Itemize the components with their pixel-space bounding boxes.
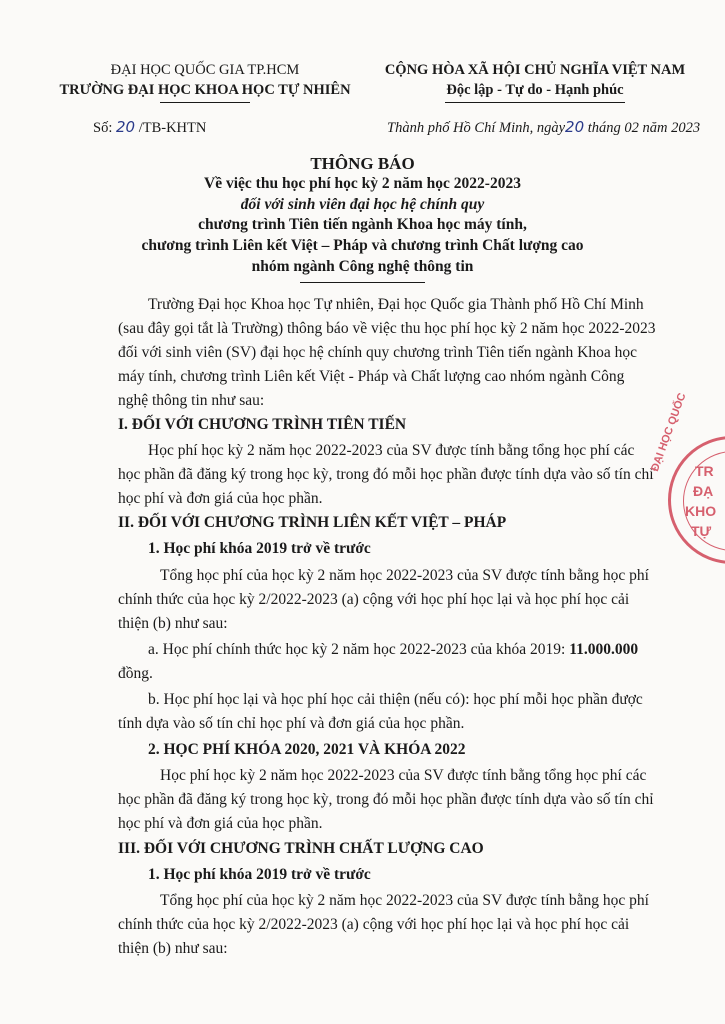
- intro-line1: Trường Đại học Khoa học Tự nhiên, Đại học Quốc gia Thành phố Hồ Chí Minh: [148, 296, 644, 313]
- section2-item-a: a. Học phí chính thức học kỳ 2 năm học 2022-2023 của khóa 2019: 11.000.000: [148, 641, 639, 658]
- doc-subject-line1: Về việc thu học phí học kỳ 2 năm học 2022-2023: [204, 175, 521, 192]
- section2-sub2-line3: học phí và đơn giá của học phần.: [118, 815, 323, 832]
- header-right-line2: Độc lập - Tự do - Hạnh phúc: [446, 82, 624, 98]
- header-left-line2: TRƯỜNG ĐẠI HỌC KHOA HỌC TỰ NHIÊN: [59, 82, 351, 98]
- section3-sub1: 1. Học phí khóa 2019 trở về trước: [148, 866, 371, 883]
- stamp-text-3: KHO: [685, 503, 717, 519]
- section3-line2: chính thức của học kỳ 2/2022-2023 (a) cộng với học phí học lại và học phí học cải: [118, 916, 630, 933]
- section2-item-a-tail: đồng.: [118, 665, 153, 682]
- official-stamp: [649, 391, 725, 564]
- section2-heading: II. ĐỐI VỚI CHƯƠNG TRÌNH LIÊN KẾT VIỆT – PHÁP: [118, 514, 507, 531]
- header-right-underline: [445, 102, 625, 103]
- doc-subject-line4: chương trình Liên kết Việt – Pháp và chương trình Chất lượng cao: [141, 237, 584, 254]
- doc-subject-line3: chương trình Tiên tiến ngành Khoa học máy tính,: [198, 216, 527, 233]
- section3-line1: Tổng học phí của học kỳ 2 năm học 2022-2023 của SV được tính bằng học phí: [160, 892, 649, 909]
- section3-heading: III. ĐỐI VỚI CHƯƠNG TRÌNH CHẤT LƯỢNG CAO: [118, 840, 484, 857]
- doc-date: Thành phố Hồ Chí Minh, ngày20 tháng 02 năm 2023: [387, 118, 701, 136]
- section2-sub1-line1: Tổng học phí của học kỳ 2 năm học 2022-2023 của SV được tính bằng học phí: [160, 567, 649, 584]
- section1-line2: học phần đã đăng ký trong học kỳ, trong đó mỗi học phần được tính dựa vào số tín chỉ: [118, 466, 654, 483]
- section1-line1: Học phí học kỳ 2 năm học 2022-2023 của SV được tính bằng tổng học phí các: [148, 442, 635, 459]
- doc-number: Số: 20 /TB-KHTN: [93, 118, 207, 136]
- title-underline: [300, 282, 425, 283]
- stamp-arc-text: ĐẠI HỌC QUỐC: [649, 391, 689, 474]
- intro-line5: nghệ thông tin như sau:: [118, 392, 265, 409]
- section1-line3: học phí và đơn giá của học phần.: [118, 490, 323, 507]
- doc-subject-line5: nhóm ngành Công nghệ thông tin: [251, 258, 474, 275]
- section2-sub1: 1. Học phí khóa 2019 trở về trước: [148, 540, 371, 557]
- intro-line4: máy tính, chương trình Liên kết Việt - Pháp và Chất lượng cao nhóm ngành Công: [118, 368, 625, 385]
- section2-sub2: 2. HỌC PHÍ KHÓA 2020, 2021 VÀ KHÓA 2022: [148, 741, 466, 758]
- header-left-underline: [160, 102, 250, 103]
- section3-line3: thiện (b) như sau:: [118, 940, 228, 957]
- stamp-text-4: TỰ: [691, 523, 712, 539]
- stamp-inner-ring: [683, 451, 725, 551]
- intro-line2: (sau đây gọi tắt là Trường) thông báo về việc thu học phí học kỳ 2 năm học 2022-2023: [118, 320, 656, 337]
- section2-sub2-line2: học phần đã đăng ký trong học kỳ, trong đó mỗi học phần được tính dựa vào số tín chỉ: [118, 791, 654, 808]
- header-right-line1: CỘNG HÒA XÃ HỘI CHỦ NGHĨA VIỆT NAM: [384, 62, 686, 78]
- section1-heading: I. ĐỐI VỚI CHƯƠNG TRÌNH TIÊN TIẾN: [118, 416, 407, 433]
- stamp-text-2: ĐẠ: [693, 483, 714, 499]
- header-left-line1: ĐẠI HỌC QUỐC GIA TP.HCM: [110, 62, 300, 78]
- section2-item-b-line2: tính dựa vào số tín chỉ học phí và đơn giá của học phần.: [118, 715, 465, 732]
- date-day-handwritten: 20: [565, 118, 585, 136]
- section2-sub1-line3: thiện (b) như sau:: [118, 615, 228, 632]
- doc-number-handwritten: 20: [115, 118, 136, 136]
- intro-line3: đối với sinh viên (SV) đại học hệ chính quy chương trình Tiên tiến ngành Khoa học: [118, 344, 638, 361]
- section2-item-a-amount: 11.000.000: [569, 641, 639, 658]
- doc-title: THÔNG BÁO: [310, 154, 415, 173]
- section2-sub1-line2: chính thức của học kỳ 2/2022-2023 (a) cộng với học phí học lại và học phí học cải: [118, 591, 630, 608]
- stamp-text-1: TR: [695, 463, 714, 479]
- doc-subject-line2: đối với sinh viên đại học hệ chính quy: [240, 196, 485, 213]
- section2-item-b-line1: b. Học phí học lại và học phí học cải thiện (nếu có): học phí mỗi học phần được: [148, 691, 643, 708]
- section2-sub2-line1: Học phí học kỳ 2 năm học 2022-2023 của SV được tính bằng tổng học phí các: [160, 767, 647, 784]
